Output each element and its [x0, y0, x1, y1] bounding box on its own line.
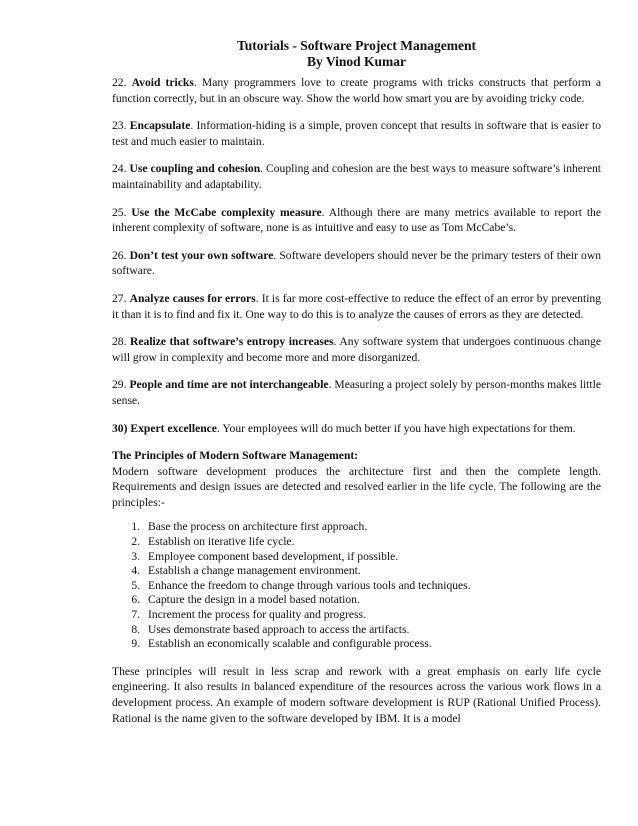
item-title: Avoid tricks: [131, 76, 194, 89]
item-number: 30): [112, 421, 131, 435]
item-number: 29.: [112, 378, 130, 392]
item-title: Use coupling and cohesion: [129, 162, 261, 176]
item-number: 22.: [112, 76, 132, 89]
section-intro: Modern software development produces the architecture first and then the complete length. Requirements and design issues are detected and resolved earlier in the life cycle. The following are the principles:-: [112, 464, 601, 509]
principle-item: 8. Uses demonstrate based approach to access the artifacts.: [143, 623, 601, 638]
item-number: 26.: [112, 248, 130, 262]
section-heading: The Principles of Modern Software Management:: [112, 449, 359, 463]
item-text: . Measuring a project solely by person-months makes little sense.: [112, 378, 601, 407]
item-number: 23.: [112, 119, 130, 133]
item-title: Realize that software’s entropy increases: [130, 335, 334, 349]
item-number: 27.: [112, 291, 130, 305]
item-text: . Any software system that undergoes continuous change will grow in complexity and become more and more disorganized.: [112, 335, 601, 364]
item-title: Don’t test your own software: [129, 248, 274, 262]
item-text: . Information-hiding is a simple, proven concept that results in software that is easier to test and much easier to maintain.: [112, 119, 601, 148]
item-title: People and time are not interchangeable: [129, 378, 329, 392]
item-number: 25.: [112, 205, 132, 219]
item-title: Use the McCabe complexity measure: [131, 205, 322, 219]
document-page: [112, 38, 601, 726]
document-title: Tutorials - Software Project Management: [237, 38, 476, 53]
principles-list: [112, 520, 601, 651]
list-item: [112, 248, 601, 279]
item-text: . Your employees will do much better if you have high expectations for them.: [216, 421, 576, 435]
principle-item: 1. Base the process on architecture first approach.: [143, 520, 601, 535]
item-text: . Many programmers love to create programs with tricks constructs that perform a function correctly, but in an obscure way. Show the world how smart you are by avoiding tricky code.: [112, 76, 601, 105]
item-text: . Although there are many metrics available to report the inherent complexity of software, none is as intuitive and easy to use as Tom McCabe’s.: [112, 205, 601, 235]
principle-item: 6. Capture the design in a model based notation.: [143, 593, 601, 608]
item-title: Expert excellence: [130, 421, 217, 435]
list-item: [112, 377, 601, 408]
item-title: Analyze causes for errors: [129, 291, 256, 305]
item-text: . It is far more cost-effective to reduce the effect of an error by preventing it than it is to find and fix it. One way to do this is to analyze the causes of errors as they are detected.: [112, 291, 602, 321]
list-item: [112, 161, 601, 192]
principle-item: 2. Establish on iterative life cycle.: [143, 535, 601, 550]
item-number: 28.: [112, 335, 130, 349]
list-item: [112, 75, 601, 106]
list-item: [112, 421, 601, 437]
item-text: . Coupling and cohesion are the best ways to measure software’s inherent maintainability and adaptability.: [112, 162, 601, 191]
principle-item: 4. Establish a change management environment.: [143, 564, 601, 579]
list-item: [112, 205, 601, 236]
document-author: By Vinod Kumar: [306, 54, 407, 69]
principle-item: 3. Employee component based development, if possible.: [143, 550, 601, 565]
list-item: [112, 291, 601, 322]
item-title: Encapsulate: [129, 119, 191, 133]
list-item: [112, 118, 601, 149]
item-number: 24.: [112, 162, 130, 176]
list-item: [112, 334, 601, 365]
closing-paragraph: These principles will result in less scrap and rework with a great emphasis on early life cycle engineering. It also results in balanced expenditure of the resources across the various work flows in a development process. An example of modern software development is RUP (Rational Unified Process). Rational is the name given to the software developed by IBM. It is a model: [112, 664, 601, 725]
principle-item: 9. Establish an economically scalable and configurable process.: [143, 637, 601, 652]
principle-item: 7. Increment the process for quality and progress.: [143, 608, 601, 623]
principle-item: 5. Enhance the freedom to change through various tools and techniques.: [143, 579, 601, 594]
item-text: . Software developers should never be the primary testers of their own software.: [112, 248, 601, 278]
